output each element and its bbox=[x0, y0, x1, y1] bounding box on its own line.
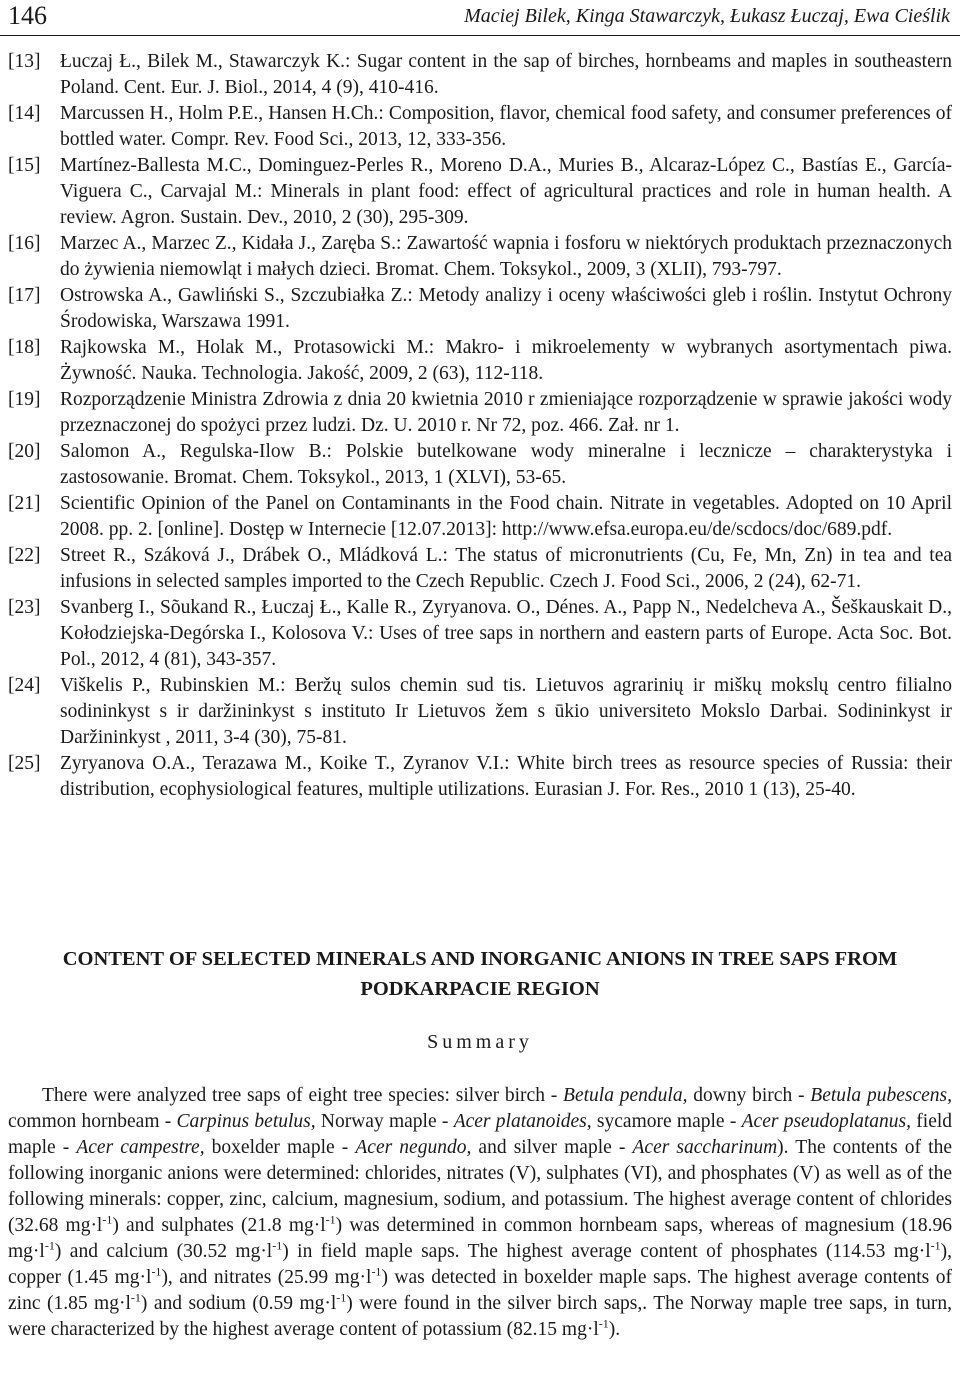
reference-text: Rozporządzenie Ministra Zdrowia z dnia 20 kwietnia 2010 r zmieniające rozporządzenie w sprawie jakości wody przeznaczonej do spożyci przez ludzi. Dz. U. 2010 r. Nr 72, poz. 466. Zał. nr 1. bbox=[60, 389, 952, 436]
abstract-text: ) were found in the silver birch saps,. The Norway maple tree saps, in turn, were characterized by the highest average content of potassium (82.15 mg·l bbox=[8, 1293, 952, 1340]
abstract-text: ). The contents of the following inorganic anions were determined: chlorides, nitrates (V), sulphates (VI), and phosphates (V) as well as of the following minerals: copper, zinc, calcium, magnesium, sodium, and potassium. The highest average content of chlorides (32.68 mg·l bbox=[8, 1137, 952, 1236]
abstract-text: ), and nitrates (25.99 mg·l bbox=[161, 1267, 372, 1288]
reference-number: [23] bbox=[8, 597, 41, 618]
reference-number: [22] bbox=[8, 545, 41, 566]
species-name: Betula pubescens, bbox=[810, 1085, 952, 1106]
page-number: 146 bbox=[8, 1, 47, 30]
page-header bbox=[0, 0, 960, 38]
header-rule bbox=[0, 35, 960, 36]
reference-number: [24] bbox=[8, 675, 41, 696]
reference-text: Łuczaj Ł., Bilek M., Stawarczyk K.: Sugar content in the sap of birches, hornbeams and maples in southeastern Poland. Cent. Eur. J. Biol., 2014, 4 (9), 410-416. bbox=[60, 51, 952, 98]
reference-item bbox=[0, 153, 952, 231]
reference-number: [18] bbox=[8, 337, 41, 358]
summary-abstract bbox=[8, 1083, 952, 1343]
reference-item bbox=[0, 283, 952, 335]
reference-number: [21] bbox=[8, 493, 41, 514]
abstract-text: downy birch - bbox=[687, 1085, 811, 1106]
reference-text: Marcussen H., Holm P.E., Hansen H.Ch.: Composition, flavor, chemical food safety, and consumer preferences of bottled water. Compr. Rev. Food Sci., 2013, 12, 333-356. bbox=[60, 103, 952, 150]
summary-title: CONTENT OF SELECTED MINERALS AND INORGANIC ANIONS IN TREE SAPS FROM PODKARPACIE REGION bbox=[62, 948, 898, 1000]
reference-item bbox=[0, 673, 952, 751]
reference-number: [15] bbox=[8, 155, 41, 176]
reference-item bbox=[0, 491, 952, 543]
unit-superscript: -1 bbox=[336, 1290, 347, 1305]
reference-text: Martínez-Ballesta M.C., Dominguez-Perles R., Moreno D.A., Muries B., Alcaraz-López C., Bastías E., García-Viguera C., Carvajal M.: Minerals in plant food: effect of agricultural practices and role in human health. A review. Agron. Sustain. Dev., 2010, 2 (30), 295-309. bbox=[60, 155, 952, 228]
running-head-authors: Maciej Bilek, Kinga Stawarczyk, Łukasz Łuczaj, Ewa Cieślik bbox=[464, 5, 950, 27]
abstract-text: ) in field maple saps. The highest average content of phosphates (114.53 mg·l bbox=[282, 1241, 931, 1262]
abstract-text: ) and calcium (30.52 mg·l bbox=[54, 1241, 273, 1262]
abstract-text: ) and sodium (0.59 mg·l bbox=[140, 1293, 337, 1314]
reference-text: Rajkowska M., Holak M., Protasowicki M.: Makro- i mikroelementy w wybranych asortymentach piwa. Żywność. Nauka. Technologia. Jakość, 2009, 2 (63), 112-118. bbox=[60, 337, 952, 384]
unit-superscript: -1 bbox=[598, 1316, 609, 1331]
species-name: Betula pendula, bbox=[563, 1085, 688, 1106]
reference-item bbox=[0, 231, 952, 283]
abstract-text: sycamore maple - bbox=[591, 1111, 742, 1132]
reference-list bbox=[0, 49, 952, 803]
abstract-text: There were analyzed tree saps of eight tree species: silver birch - bbox=[42, 1085, 564, 1106]
abstract-text: and silver maple - bbox=[471, 1137, 633, 1158]
species-name: Carpinus betulus, bbox=[176, 1111, 316, 1132]
reference-item bbox=[0, 335, 952, 387]
reference-item bbox=[0, 49, 952, 101]
reference-number: [25] bbox=[8, 753, 41, 774]
unit-superscript: -1 bbox=[371, 1264, 382, 1279]
reference-number: [16] bbox=[8, 233, 41, 254]
abstract-text: common hornbeam - bbox=[8, 1111, 177, 1132]
reference-text: Scientific Opinion of the Panel on Contaminants in the Food chain. Nitrate in vegetables. Adopted on 10 April 2008. pp. 2. [online]. Dostęp w Internecie [12.07.2013]: http://www.efsa.europa.eu/de/scdocs/doc/689.pdf. bbox=[60, 493, 952, 540]
reference-text: Street R., Száková J., Drábek O., Mládková L.: The status of micronutrients (Cu, Fe, Mn, Zn) in tea and tea infusions in selected samples imported to the Czech Republic. Czech J. Food Sci., 2006, 2 (24), 62-71. bbox=[60, 545, 952, 592]
species-name: Acer platanoides, bbox=[453, 1111, 592, 1132]
reference-text: Zyryanova O.A., Terazawa M., Koike T., Zyranov V.I.: White birch trees as resource species of Russia: their distribution, ecophysiological features, multiple utilizations. Eurasian J. For. Res., 2010 1 (13), 25-40. bbox=[60, 753, 952, 800]
unit-superscript: -1 bbox=[151, 1264, 162, 1279]
reference-number: [20] bbox=[8, 441, 41, 462]
abstract-text: boxelder maple - bbox=[204, 1137, 356, 1158]
abstract-text: ) and sulphates (21.8 mg·l bbox=[112, 1215, 326, 1236]
abstract-text: field maple - bbox=[8, 1111, 953, 1158]
species-name: Acer pseudoplatanus, bbox=[741, 1111, 912, 1132]
summary-label: Summary bbox=[427, 1031, 533, 1053]
reference-item bbox=[0, 101, 952, 153]
species-name: Acer campestre, bbox=[76, 1137, 205, 1158]
abstract-text: ). bbox=[608, 1319, 621, 1340]
reference-text: Salomon A., Regulska-Ilow B.: Polskie butelkowane wody mineralne i lecznicze – charakterystyka i zastosowanie. Bromat. Chem. Toksykol., 2013, 1 (XLVI), 53-65. bbox=[60, 441, 952, 488]
species-name: Acer negundo, bbox=[355, 1137, 472, 1158]
reference-item bbox=[0, 751, 952, 803]
abstract-text: ), copper (1.45 mg·l bbox=[8, 1241, 952, 1288]
reference-text: Viškelis P., Rubinskien M.: Beržų sulos chemin sud tis. Lietuvos agrarinių ir miškų mokslų centro filialno sodininkyst s ir daržininkyst s instituto Ir Lietuvos žem s ūkio universiteto Mokslo Darbai. Sodininkyst ir Daržininkyst , 2011, 3-4 (30), 75-81. bbox=[60, 675, 952, 748]
abstract-text: Norway maple - bbox=[315, 1111, 454, 1132]
unit-superscript: -1 bbox=[102, 1212, 113, 1227]
reference-item bbox=[0, 387, 952, 439]
reference-text: Ostrowska A., Gawliński S., Szczubiałka Z.: Metody analizy i oceny właściwości gleb i roślin. Instytut Ochrony Środowiska, Warszawa 1991. bbox=[60, 285, 952, 332]
reference-number: [19] bbox=[8, 389, 41, 410]
reference-number: [17] bbox=[8, 285, 41, 306]
species-name: Acer saccharinum bbox=[632, 1137, 778, 1158]
reference-number: [13] bbox=[8, 51, 41, 72]
reference-item bbox=[0, 595, 952, 673]
abstract-text: ) was determined in common hornbeam saps, whereas of magnesium (18.96 mg·l bbox=[8, 1215, 953, 1262]
reference-text: Svanberg I., Sõukand R., Łuczaj Ł., Kalle R., Zyryanova. O., Dénes. A., Papp N., Nedelcheva A., Šeškauskait D., Kołodziejska-Degórska I., Kolosova V.: Uses of tree saps in northern and eastern parts of Europe. Acta Soc. Bot. Pol., 2012, 4 (81), 343-357. bbox=[60, 597, 952, 670]
reference-number: [14] bbox=[8, 103, 41, 124]
abstract-text: ) was detected in boxelder maple saps. The highest average contents of zinc (1.85 mg·l bbox=[8, 1267, 952, 1314]
unit-superscript: -1 bbox=[930, 1238, 941, 1253]
unit-superscript: -1 bbox=[44, 1238, 55, 1253]
reference-text: Marzec A., Marzec Z., Kidała J., Zaręba S.: Zawartość wapnia i fosforu w niektórych produktach przeznaczonych do żywienia niemowląt i małych dzieci. Bromat. Chem. Toksykol., 2009, 3 (XLII), 793-797. bbox=[60, 233, 952, 280]
unit-superscript: -1 bbox=[130, 1290, 141, 1305]
reference-item bbox=[0, 439, 952, 491]
unit-superscript: -1 bbox=[272, 1238, 283, 1253]
unit-superscript: -1 bbox=[325, 1212, 336, 1227]
reference-item bbox=[0, 543, 952, 595]
